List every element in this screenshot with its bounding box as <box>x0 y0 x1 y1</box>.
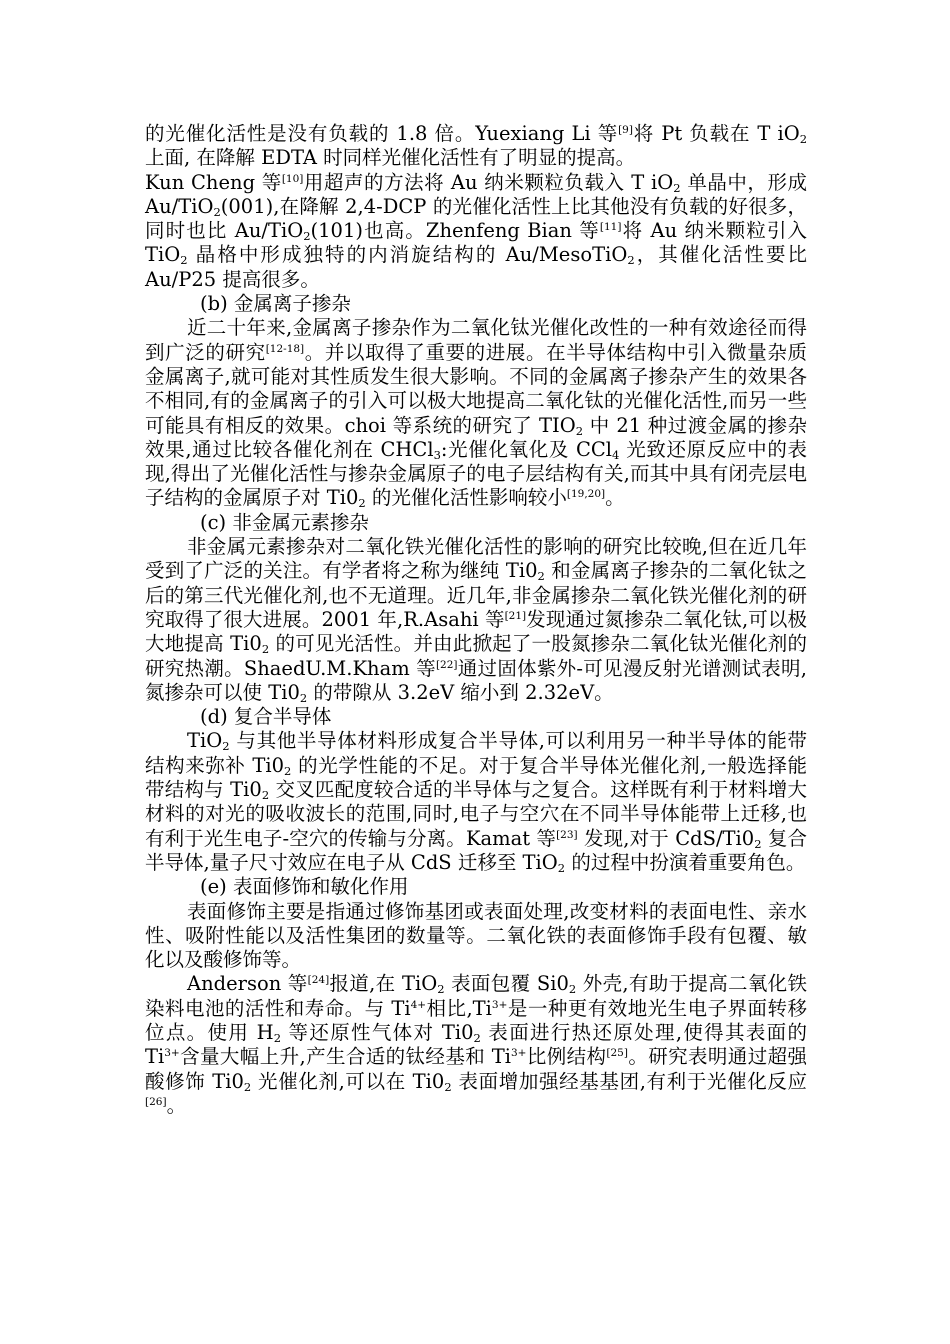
text-run: 上面, 在降解 EDTA 时同样光催化活性有了明显的提高。 <box>145 146 636 170</box>
text-run: 外壳,有助于提高二氧化铁染料电池的活性和寿命。与 Ti <box>145 972 807 1020</box>
subscript-text: 2 <box>437 982 445 997</box>
citation-superscript: 3+ <box>491 998 508 1011</box>
text-run: 的带隙从 3.2eV 缩小到 2.32eV。 <box>307 680 614 704</box>
subscript-text: 2 <box>261 642 270 657</box>
text-run: 。 <box>605 486 625 510</box>
subscript-text: 2 <box>568 982 577 997</box>
text-run: 的过程中扮演着重要角色。 <box>565 850 806 874</box>
text-run: 和金属离子掺杂的二氧化钛之后的第三代光催化剂,也不无道理。近几年,非金属掺杂二氧化铁光催化剂的研究取得了很大进展。2001 年,R.Asahi 等 <box>145 559 807 631</box>
subscript-text: 3 <box>433 447 441 462</box>
citation-superscript: [12-18] <box>265 342 305 355</box>
citation-superscript: [9] <box>618 124 633 136</box>
text-run: 晶格中形成独特的内消旋结构的 Au/MesoTiO <box>187 243 628 267</box>
section-heading-b <box>145 292 807 316</box>
text-run: 发现,对于 CdS/Ti0 <box>577 826 755 850</box>
paragraph-composite-semiconductor <box>145 729 807 875</box>
text-run: 的光学性能的不足。对于复合半导体光催化剂,一般选择能带结构与 Ti0 <box>145 753 807 802</box>
citation-superscript: [25] <box>606 1047 628 1060</box>
text-run: 中 21 种过渡金属的掺杂效果,通过比较各催化剂在 CHCl <box>145 413 807 461</box>
text-run: 的光催化活性影响较小 <box>365 486 567 510</box>
citation-superscript: [21] <box>504 609 527 622</box>
text-run: :光催化氧化及 CCl <box>440 437 613 461</box>
citation-superscript: [19,20] <box>566 488 606 501</box>
text-run: 通过固体紫外-可见漫反射光谱测试表明,氮掺杂可以使 Ti0 <box>145 656 807 704</box>
text-run: 表面进行热还原处理,使得其表面的 Ti <box>145 1020 807 1069</box>
text-run: 含量大幅上升,产生合适的钛经基和 Ti <box>179 1045 511 1069</box>
citation-superscript: [26] <box>145 1095 167 1108</box>
text-run: (d) 复合半导体 <box>200 705 332 729</box>
text-run: 比例结构 <box>526 1045 607 1069</box>
subscript-text: 2 <box>557 860 566 875</box>
text-run: 用超声的方法将 Au 纳米颗粒负载入 T iO <box>303 170 674 194</box>
paragraph-intro-2 <box>145 171 807 292</box>
citation-superscript: [23] <box>556 828 578 841</box>
text-run: 非金属元素掺杂对二氧化铁光催化活性的影响的研究比较晚,但在近几年受到了广泛的关注。有学者将之称为继纯 Ti0 <box>145 535 807 583</box>
text-run: 。 <box>166 1093 187 1117</box>
citation-superscript: 3+ <box>164 1047 180 1060</box>
text-run: 是一种更有效地光生电子界面转移位点。使用 H <box>145 996 807 1044</box>
text-run: 的可见光活性。并由此掀起了一股氮掺杂二氧化钛光催化剂的研究热潮。ShaedU.M.Kham 等 <box>145 632 807 680</box>
text-run: 表面包覆 Si0 <box>444 972 569 996</box>
subscript-text: 2 <box>222 739 230 754</box>
subscript-text: 4 <box>612 447 620 462</box>
subscript-text: 2 <box>754 836 762 851</box>
text-run: 等还原性气体对 Ti0 <box>281 1020 474 1044</box>
text-run: 相比,Ti <box>426 996 492 1020</box>
subscript-text: 2 <box>284 763 292 778</box>
text-run: 。并以取得了重要的进展。在半导体结构中引入微量杂质金属离子,就可能对其性质发生很大影响。不同的金属离子掺杂产生的效果各不相同,有的金属离子的引入可以极大地提高二氧化钛的光催化活性,而另一些可能具有相反的效果。choi 等系统的研究了 TIO <box>145 340 807 437</box>
text-run: ，其催化活性要比 Au/P25 提高很多。 <box>145 243 807 291</box>
text-run: Kun Cheng 等 <box>145 170 282 194</box>
paragraph-metal-ion-doping <box>145 316 807 510</box>
text-run: 交叉匹配度较合适的半导体与之复合。这样既有利于材料增大材料的对光的吸收波长的范围,同时,电子与空穴在不同半导体能带上迁移,也有利于光生电子-空穴的传输与分离。Kamat 等 <box>145 778 807 850</box>
subscript-text: 2 <box>627 253 635 268</box>
section-heading-d <box>145 705 807 729</box>
text-run: 光催化剂,可以在 Ti0 <box>251 1069 445 1093</box>
citation-superscript: 4+ <box>410 998 427 1011</box>
citation-superscript: [10] <box>281 172 304 185</box>
citation-superscript: [11] <box>599 221 622 234</box>
paragraph-surface-modification <box>145 900 807 973</box>
text-run: 的光催化活性是没有负载的 1.8 倍。Yuexiang Li 等 <box>145 122 619 145</box>
text-run: 将 Pt 负载在 T iO <box>632 122 800 145</box>
subscript-text: 2 <box>243 1079 252 1094</box>
text-run: 。研究表明通过超强酸修饰 Ti0 <box>145 1045 807 1093</box>
section-heading-e <box>145 875 807 899</box>
citation-superscript: [22] <box>435 658 458 671</box>
subscript-text: 2 <box>273 1030 282 1045</box>
paragraph-anderson <box>145 972 807 1118</box>
text-run: (001),在降解 2,4-DCP 的光催化活性上比其他没有负载的好很多，同时也比 Au/TiO <box>145 194 807 243</box>
subscript-text: 2 <box>261 788 270 803</box>
subscript-text: 2 <box>473 1030 481 1045</box>
text-run: 表面增加强经基基团,有利于光催化反应 <box>451 1069 807 1093</box>
subscript-text: 2 <box>799 132 808 146</box>
text-run: 光致还原反应中的表现,得出了光催化活性与掺杂金属原子的电子层结构有关,而其中具有闭壳层电子结构的金属原子对 Ti0 <box>145 437 807 510</box>
text-run: 报道,在 TiO <box>329 972 438 996</box>
subscript-text: 2 <box>575 423 584 438</box>
text-run: 单晶中，形成 Au/TiO <box>145 170 807 218</box>
text-run: (101)也高。Zhenfeng Bian 等 <box>310 219 600 243</box>
subscript-text: 2 <box>299 690 308 705</box>
subscript-text: 2 <box>180 253 188 268</box>
subscript-text: 2 <box>358 496 366 511</box>
subscript-text: 2 <box>444 1079 452 1094</box>
text-run: 与其他半导体材料形成复合半导体,可以利用另一种半导体的能带结构来弥补 Ti0 <box>145 729 807 777</box>
text-run: TiO <box>187 729 223 753</box>
paragraph-nonmetal-doping <box>145 535 807 705</box>
paragraph-intro-1 <box>145 122 807 171</box>
subscript-text: 2 <box>213 204 221 219</box>
text-run: 复合半导体,量子尺寸效应在电子从 CdS 迁移至 TiO <box>145 826 808 874</box>
subscript-text: 2 <box>673 180 681 195</box>
text-run: 近二十年来,金属离子掺杂作为二氧化钛光催化改性的一种有效途径而得到广泛的研究 <box>145 316 807 364</box>
text-run: Anderson 等 <box>187 972 308 996</box>
text-run: (b) 金属离子掺杂 <box>200 292 351 316</box>
citation-superscript: [24] <box>307 974 330 987</box>
section-heading-c <box>145 511 807 535</box>
text-run: 将 Au 纳米颗粒引入 TiO <box>145 219 808 267</box>
citation-superscript: 3+ <box>510 1047 527 1060</box>
subscript-text: 2 <box>303 229 311 244</box>
document-page <box>145 122 807 1118</box>
text-run: (e) 表面修饰和敏化作用 <box>200 875 409 899</box>
text-run: 发现通过氮掺杂二氧化钛,可以极大地提高 Ti0 <box>145 607 807 656</box>
text-run: 表面修饰主要是指通过修饰基团或表面处理,改变材料的表面电性、亲水性、吸附性能以及活性集团的数量等。二氧化铁的表面修饰手段有包覆、敏化以及酸修饰等。 <box>145 899 807 972</box>
subscript-text: 2 <box>537 569 545 584</box>
text-run: (c) 非金属元素掺杂 <box>200 510 369 534</box>
